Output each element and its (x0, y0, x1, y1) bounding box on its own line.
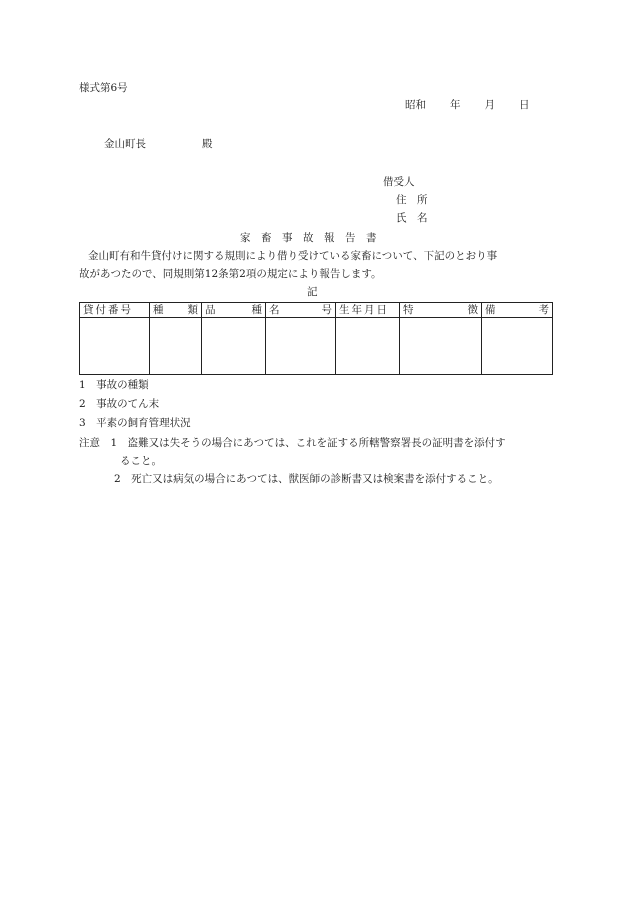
item-accident-details: 2 事故のてん末 (79, 398, 160, 410)
borrower-label: 借受人 (383, 176, 415, 188)
header-lending-number: 貸付番号 (80, 303, 150, 318)
table-row (80, 318, 553, 375)
header-remarks: 備 考 (482, 303, 553, 318)
date-day: 日 (519, 99, 530, 111)
cell-type[interactable] (150, 318, 202, 375)
addressee (104, 137, 213, 151)
table-header-row (80, 303, 553, 318)
header-name: 名 号 (266, 303, 336, 318)
livestock-table (79, 302, 553, 375)
header-features: 特 徴 (400, 303, 482, 318)
borrower-address-label: 住 所 (396, 194, 428, 206)
cell-breed[interactable] (202, 318, 266, 375)
date-era: 昭和 (405, 99, 426, 111)
cell-name[interactable] (266, 318, 336, 375)
cell-lending-number[interactable] (80, 318, 150, 375)
header-type: 種 類 (150, 303, 202, 318)
form-number: 様式第6号 (79, 82, 128, 94)
item-accident-type: 1 事故の種類 (79, 379, 149, 391)
ki-heading: 記 (307, 286, 318, 298)
date-line (405, 98, 530, 112)
borrower-name-label: 氏 名 (396, 212, 428, 224)
addressee-honorific: 殿 (202, 138, 213, 150)
date-year: 年 (450, 99, 461, 111)
body-line-2: 故があつたので、同規則第12条第2項の規定により報告します。 (79, 268, 382, 280)
date-month: 月 (484, 99, 495, 111)
header-birthdate: 生年月日 (336, 303, 400, 318)
body-line-1: 金山町有和牛貸付けに関する規則により借り受けている家畜について、下記のとおり事 (88, 250, 498, 262)
cell-birthdate[interactable] (336, 318, 400, 375)
note-1: 注意 1 盗難又は失そうの場合にあつては、これを証する所轄警察署長の証明書を添付す (79, 437, 506, 449)
cell-features[interactable] (400, 318, 482, 375)
header-breed: 品 種 (202, 303, 266, 318)
addressee-name: 金山町長 (104, 138, 146, 150)
item-management-status: 3 平素の飼育管理状況 (79, 417, 191, 429)
note-1-continued: ること。 (120, 455, 162, 467)
cell-remarks[interactable] (482, 318, 553, 375)
note-2: 2 死亡又は病気の場合にあつては、獣医師の診断書又は検案書を添付すること。 (114, 473, 499, 485)
document-title: 家 畜 事 故 報 告 書 (240, 232, 377, 244)
